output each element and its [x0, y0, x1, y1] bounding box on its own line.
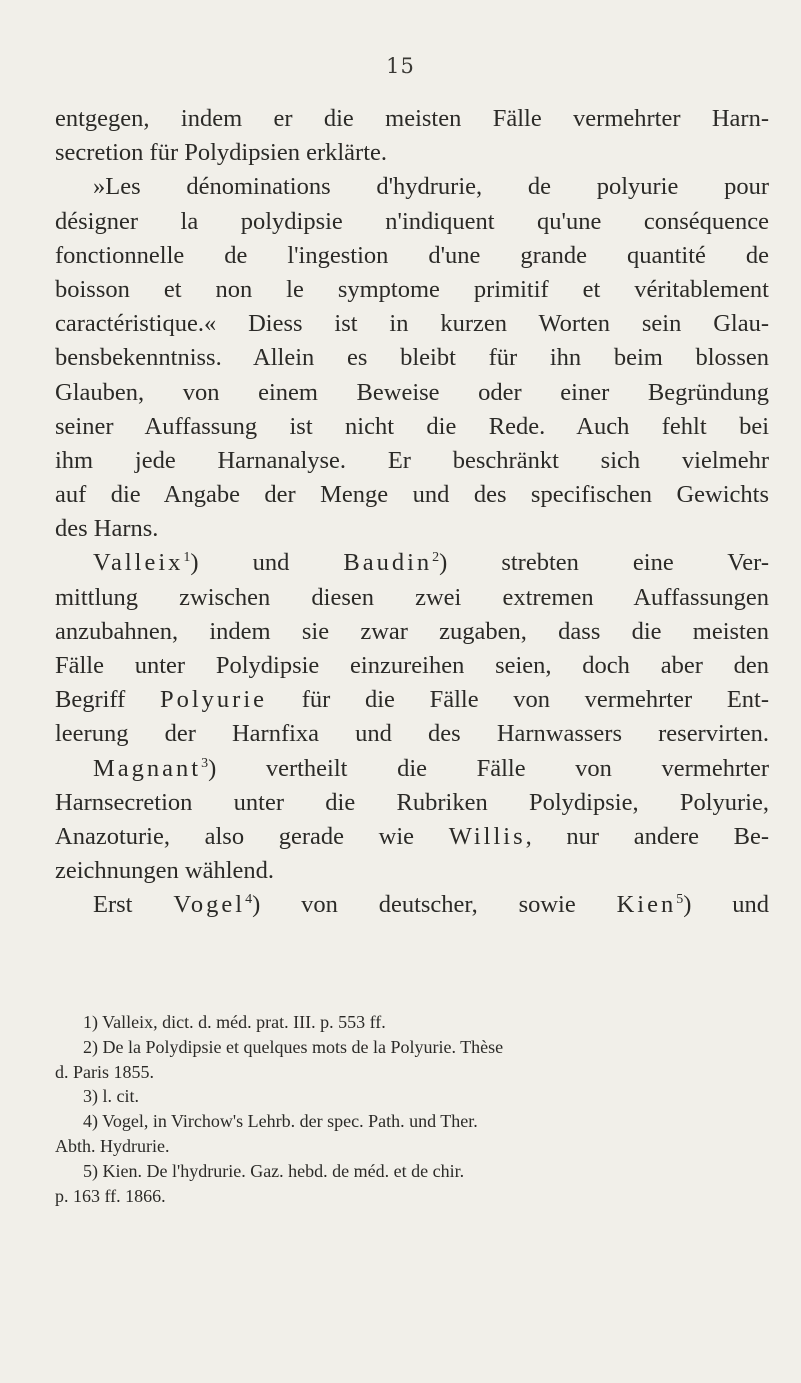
footnote-ref[interactable]: 2 [432, 550, 440, 566]
text-span: Anazoturie, also gerade wie [55, 822, 415, 850]
text-line: »Les dénominations d'hydrurie, de polyurie pour [93, 173, 769, 201]
text-line: désigner la polydipsie n'indiquent qu'une conséquence [55, 207, 769, 235]
footnote-3: 3) l. cit. [83, 1086, 139, 1107]
text-line: bensbekenntniss. Allein es bleibt für ihn beim blossen [55, 344, 769, 372]
author-name: Valleix [93, 549, 184, 577]
author-name: Kien [616, 891, 677, 919]
text-span: Erst [93, 891, 133, 919]
text-line: auf die Angabe der Menge und des specifischen Gewichts [55, 481, 769, 509]
text-line [55, 752, 769, 786]
text-line: caractéristique.« Diess ist in kurzen Worten sein Glau- [55, 310, 769, 338]
text-line: secretion für Polydipsien erklärte. [55, 139, 388, 167]
text-line [55, 683, 769, 717]
text-span: Begriff [55, 686, 126, 714]
footnotes [55, 1010, 769, 1208]
page-number: 15 [386, 54, 415, 78]
footnote-ref[interactable]: 5 [676, 892, 684, 908]
text-span: ) strebten eine Ver- [439, 549, 769, 577]
footnote-5-cont: p. 163 ff. 1866. [55, 1185, 166, 1206]
text-line: Fälle unter Polydipsie einzureihen seien, doch aber den [55, 652, 769, 679]
footnote-2: 2) De la Polydipsie et quelques mots de la Polyurie. Thèse [83, 1036, 504, 1057]
footnote-5: 5) Kien. De l'hydrurie. Gaz. hebd. de méd. et de chir. [83, 1160, 465, 1181]
footnote-1: 1) Valleix, dict. d. méd. prat. III. p. 553 ff. [83, 1012, 386, 1032]
text-line: Harnsecretion unter die Rubriken Polydipsie, Polyurie, [55, 788, 769, 816]
text-span: ) vertheilt die Fälle von vermehrter [208, 754, 769, 782]
text-line: Glauben, von einem Beweise oder einer Begründung [55, 378, 769, 406]
author-name: Baudin [343, 549, 433, 577]
main-text [55, 102, 769, 923]
text-line: boisson et non le symptome primitif et véritablement [55, 275, 769, 303]
text-line: entgegen, indem er die meisten Fälle vermehrter Harn- [55, 105, 769, 132]
footnote-ref[interactable]: 1 [183, 550, 191, 566]
text-line: mittlung zwischen diesen zwei extremen Auffassungen [55, 583, 769, 611]
text-span: ) und [683, 891, 770, 919]
text-line: seiner Auffassung ist nicht die Rede. Auch fehlt bei [55, 412, 769, 440]
footnote-2-cont: d. Paris 1855. [55, 1061, 154, 1082]
text-line: fonctionnelle de l'ingestion d'une grande quantité de [55, 241, 769, 269]
footnote-4-cont: Abth. Hydrurie. [55, 1135, 170, 1156]
author-name: Willis [448, 822, 526, 850]
text-line: ihm jede Harnanalyse. Er beschränkt sich vielmehr [55, 446, 769, 474]
footnote-4: 4) Vogel, in Virchow's Lehrb. der spec. Path. und Ther. [83, 1111, 478, 1132]
text-line [55, 820, 769, 854]
author-name: Magnant [93, 754, 202, 782]
author-name: Vogel [173, 891, 246, 919]
text-line: leerung der Harnfixa und des Harnwassers reservirten. [55, 720, 769, 748]
footnote-ref[interactable]: 4 [245, 892, 253, 908]
text-line [55, 546, 769, 580]
text-line [55, 888, 769, 922]
text-line: des Harns. [55, 515, 159, 543]
text-span: für die Fälle von vermehrter Ent- [301, 686, 770, 714]
text-span: ) von deutscher, sowie [252, 891, 576, 919]
text-line: anzubahnen, indem sie zwar zugaben, dass die meisten [55, 617, 769, 645]
text-span: , nur andere Be- [525, 822, 769, 850]
text-line: zeichnungen wählend. [55, 857, 275, 885]
text-span: ) und [190, 549, 290, 577]
footnote-ref[interactable]: 3 [201, 755, 209, 771]
term-emphasis: Polyurie [160, 686, 268, 714]
